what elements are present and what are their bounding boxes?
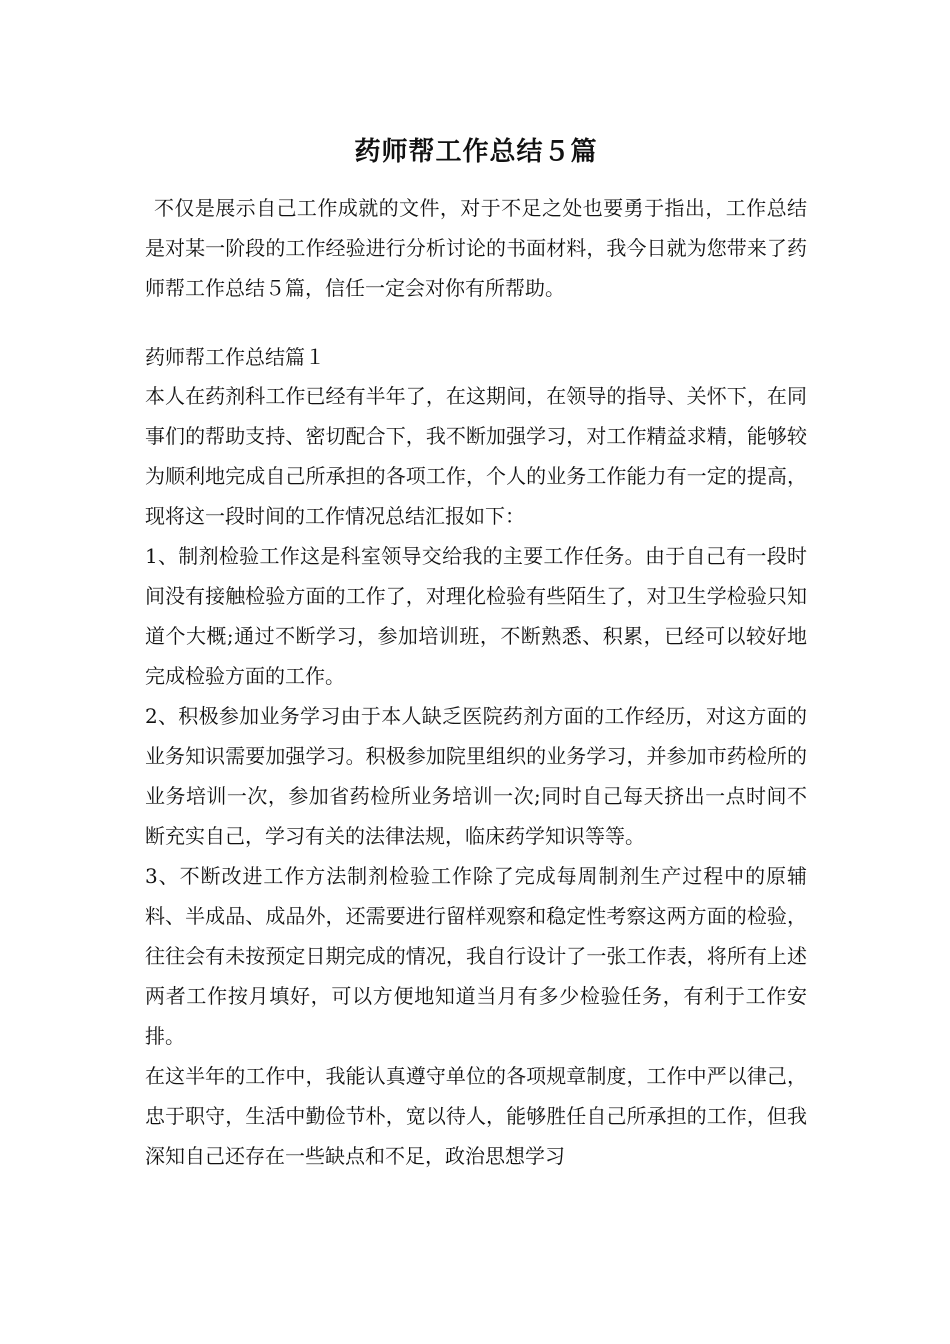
body-paragraph-1: 本人在药剂科工作已经有半年了，在这期间，在领导的指导、关怀下，在同事们的帮助支持、密切配合下，我不断加强学习，对工作精益求精，能够较为顺利地完成自己所承担的各项工作，个人的业务工作能力有一定的提高，现将这一段时间的工作情况总结汇报如下： [145,384,807,528]
section-heading: 药师帮工作总结篇１ [145,345,325,369]
document-title: 药师帮工作总结５篇 [354,137,598,167]
body-paragraph-2: 1、制剂检验工作这是科室领导交给我的主要工作任务。由于自己有一段时间没有接触检验方面的工作了，对理化检验有些陌生了，对卫生学检验只知道个大概;通过不断学习，参加培训班，不断熟悉、积累，已经可以较好地完成检验方面的工作。 [145,544,807,688]
intro-paragraph: 不仅是展示自己工作成就的文件，对于不足之处也要勇于指出，工作总结是对某一阶段的工作经验进行分析讨论的书面材料，我今日就为您带来了药师帮工作总结５篇，信任一定会对你有所帮助。 [145,196,807,300]
body-paragraph-4: 3、不断改进工作方法制剂检验工作除了完成每周制剂生产过程中的原辅料、半成品、成品外，还需要进行留样观察和稳定性考察这两方面的检验，往往会有未按预定日期完成的情况，我自行设计了一张工作表，将所有上述两者工作按月填好，可以方便地知道当月有多少检验任务，有利于工作安排。 [145,864,807,1048]
body-paragraph-3: 2、积极参加业务学习由于本人缺乏医院药剂方面的工作经历，对这方面的业务知识需要加强学习。积极参加院里组织的业务学习，并参加市药检所的业务培训一次，参加省药检所业务培训一次;同时自己每天挤出一点时间不断充实自己，学习有关的法律法规，临床药学知识等等。 [145,704,807,848]
document-page [145,128,807,1176]
body-paragraph-5: 在这半年的工作中，我能认真遵守单位的各项规章制度，工作中严以律己，忠于职守，生活中勤俭节朴，宽以待人，能够胜任自己所承担的工作，但我深知自己还存在一些缺点和不足，政治思想学习 [145,1064,807,1168]
paragraph-gap [145,308,807,338]
